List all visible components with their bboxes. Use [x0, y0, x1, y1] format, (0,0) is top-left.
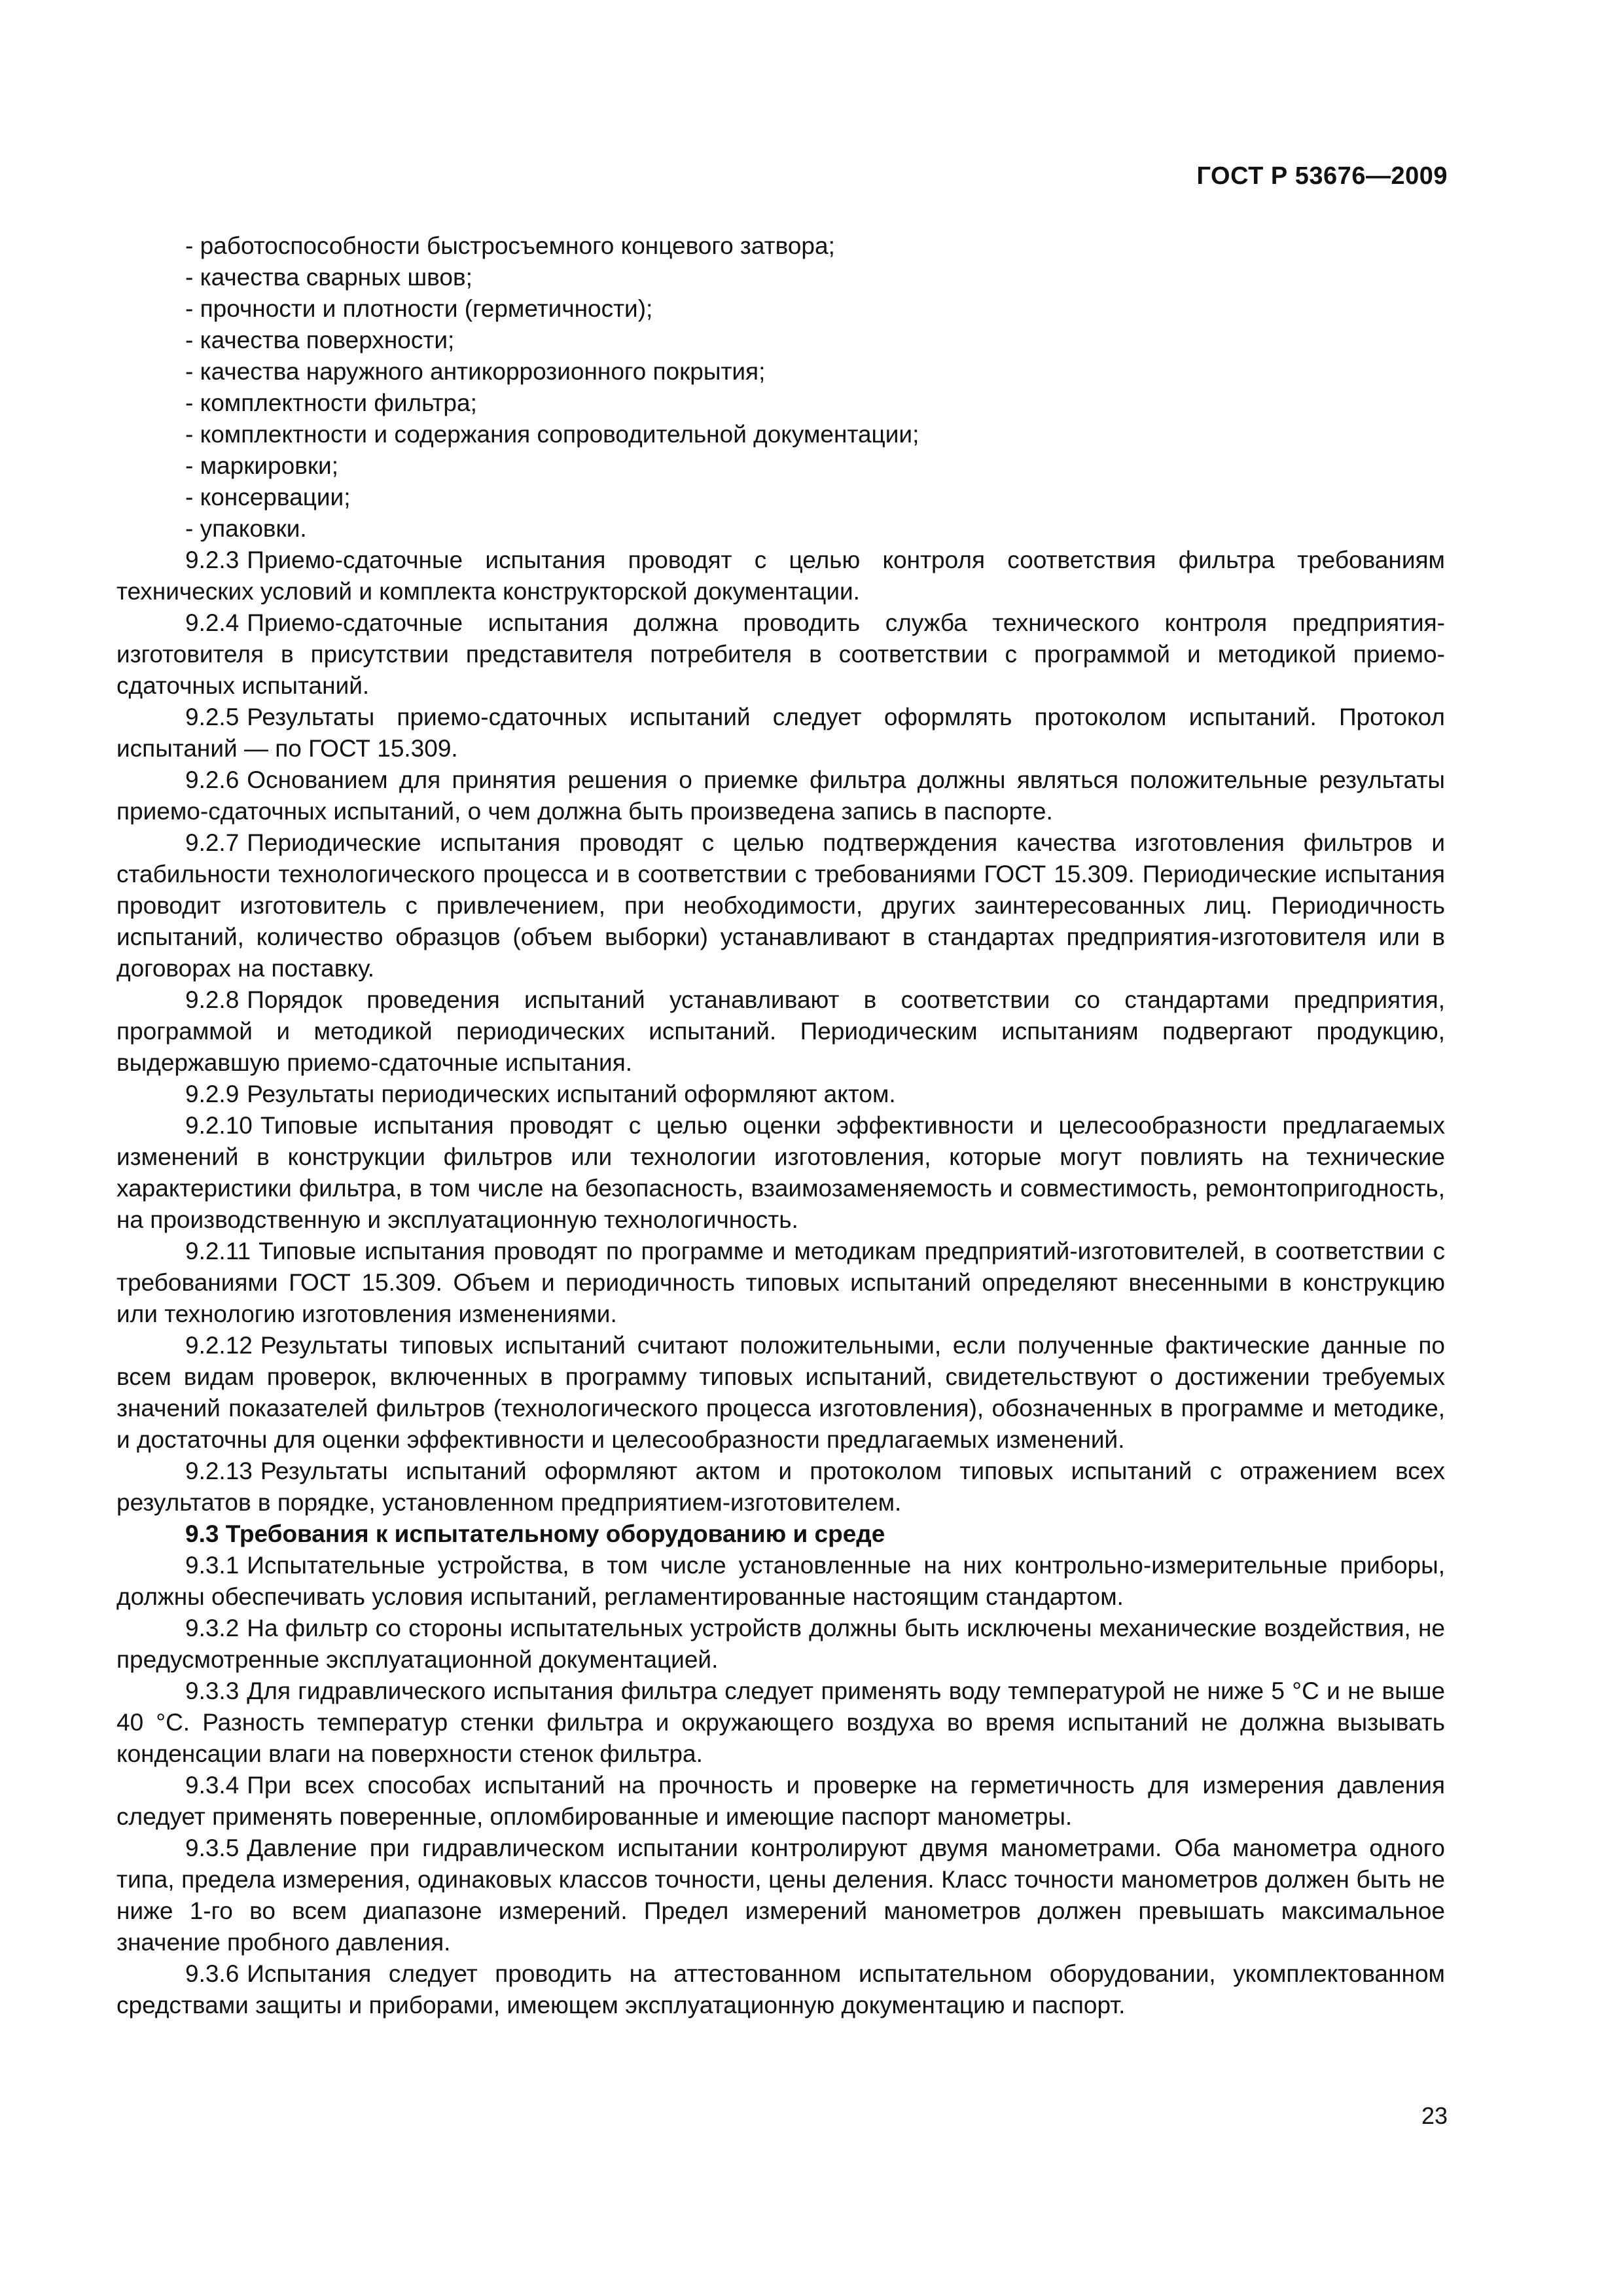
paragraph-number: 9.2.7: [185, 829, 240, 856]
list-item: - комплектности и содержания сопроводительной документации;: [185, 421, 919, 448]
paragraph-9-3-2: [116, 1613, 1445, 1676]
paragraph-text: При всех способах испытаний на прочность и проверке на герметичность для измерения давления следует применять поверенные, опломбированные и имеющие паспорт манометры.: [116, 1772, 1445, 1830]
paragraph-9-2-9: [116, 1079, 1445, 1110]
paragraph-number: 9.2.4: [185, 609, 240, 636]
paragraph-text: Результаты приемо-сдаточных испытаний следует оформлять протоколом испытаний. Протокол испытаний — по ГОСТ 15.309.: [116, 704, 1445, 762]
paragraph-number: 9.2.10: [185, 1112, 253, 1139]
paragraph-number: 9.3.3: [185, 1677, 240, 1704]
paragraph-9-3-4: [116, 1770, 1445, 1833]
paragraph-9-3-1: [116, 1550, 1445, 1613]
paragraph-9-3-3: [116, 1676, 1445, 1770]
paragraph-number: 9.3.5: [185, 1835, 240, 1861]
paragraph-9-2-5: [116, 702, 1445, 764]
paragraph-9-2-11: [116, 1236, 1445, 1330]
paragraph-text: Приемо-сдаточные испытания должна проводить служба технического контроля предприятия-изготовителя в присутствии представителя потребителя в соответствии с программой и методикой приемо-сдаточных испытаний.: [116, 609, 1445, 699]
paragraph-9-3-6: [116, 1958, 1445, 2021]
paragraph-number: 9.2.9: [185, 1081, 240, 1107]
paragraph-text: Периодические испытания проводят с целью подтверждения качества изготовления фильтров и стабильности технологического процесса и в соответствии с требованиями ГОСТ 15.309. Периодические испытания проводит изготовитель с привлечением, при необходимости, других заинтересованных лиц. Периодичность испытаний, количество образцов (объем выборки) устанавливают в стандартах предприятия-изготовителя или в договорах на поставку.: [116, 829, 1445, 982]
paragraph-number: 9.2.8: [185, 986, 240, 1013]
paragraph-9-2-10: [116, 1110, 1445, 1236]
paragraph-text: Порядок проведения испытаний устанавливают в соответствии со стандартами предприятия, программой и методикой периодических испытаний. Периодическим испытаниям подвергают продукцию, выдержавшую приемо-сдаточные испытания.: [116, 986, 1445, 1076]
paragraph-number: 9.3.6: [185, 1960, 240, 1987]
check-list: [116, 230, 1445, 545]
paragraph-text: Основанием для принятия решения о приемке фильтра должны являться положительные результаты приемо-сдаточных испытаний, о чем должна быть произведена запись в паспорте.: [116, 766, 1445, 825]
list-item: - упаковки.: [185, 515, 307, 542]
paragraph-number: 9.2.5: [185, 704, 240, 730]
paragraph-text: Результаты испытаний оформляют актом и протоколом типовых испытаний с отражением всех результатов в порядке, установленном предприятием-изготовителем.: [116, 1458, 1445, 1516]
paragraph-text: Результаты периодических испытаний оформляют актом.: [247, 1081, 896, 1107]
list-item: - качества поверхности;: [185, 327, 455, 353]
list-item: - консервации;: [185, 484, 351, 511]
paragraph-number: 9.2.3: [185, 547, 240, 573]
paragraph-text: Типовые испытания проводят по программе и методикам предприятий-изготовителей, в соответствии с требованиями ГОСТ 15.309. Объем и периодичность типовых испытаний определяют внесенными в конструкцию или технологию изготовления изменениями.: [116, 1238, 1445, 1327]
paragraph-number: 9.2.11: [185, 1238, 251, 1265]
paragraph-number: 9.3.4: [185, 1772, 240, 1799]
list-item: - комплектности фильтра;: [185, 389, 477, 416]
list-item: - прочности и плотности (герметичности);: [185, 295, 653, 322]
paragraph-text: Давление при гидравлическом испытании контролируют двумя манометрами. Оба манометра одного типа, предела измерения, одинаковых классов точности, цены деления. Класс точности манометров должен быть не ниже 1-го во всем диапазоне измерений. Предел измерений манометров должен превышать максимальное значение пробного давления.: [116, 1835, 1445, 1956]
paragraph-text: Типовые испытания проводят с целью оценки эффективности и целесообразности предлагаемых изменений в конструкции фильтров или технологии изготовления, которые могут повлиять на технические характеристики фильтра, в том числе на безопасность, взаимозаменяемость и совместимость, ремонтопригодность, на производственную и эксплуатационную технологичность.: [116, 1112, 1445, 1233]
paragraph-9-2-13: [116, 1456, 1445, 1518]
paragraph-text: На фильтр со стороны испытательных устройств должны быть исключены механические воздействия, не предусмотренные эксплуатационной документацией.: [116, 1615, 1445, 1673]
list-item: - качества наружного антикоррозионного покрытия;: [185, 358, 766, 385]
paragraph-text: Испытательные устройства, в том числе установленные на них контрольно-измерительные приборы, должны обеспечивать условия испытаний, регламентированные настоящим стандартом.: [116, 1552, 1445, 1610]
paragraph-text: Приемо-сдаточные испытания проводят с целью контроля соответствия фильтра требованиям технических условий и комплекта конструкторской документации.: [116, 547, 1445, 605]
list-item: - работоспособности быстросъемного концевого затвора;: [185, 232, 835, 259]
page-number: 23: [1421, 2102, 1448, 2129]
list-item: - качества сварных швов;: [185, 264, 473, 291]
paragraph-9-3-5: [116, 1833, 1445, 1958]
paragraph-9-2-12: [116, 1330, 1445, 1456]
paragraph-text: Для гидравлического испытания фильтра следует применять воду температурой не ниже 5 °С и не выше 40 °С. Разность температур стенки фильтра и окружающего воздуха во время испытаний не должна вызывать конденсации влаги на поверхности стенок фильтра.: [116, 1677, 1445, 1767]
paragraph-number: 9.2.13: [185, 1458, 253, 1484]
paragraph-9-2-8: [116, 984, 1445, 1079]
paragraph-9-2-3: [116, 545, 1445, 607]
paragraph-9-2-7: [116, 827, 1445, 984]
paragraph-9-2-4: [116, 607, 1445, 702]
paragraph-text: Результаты типовых испытаний считают положительными, если полученные фактические данные по всем видам проверок, включенных в программу типовых испытаний, свидетельствуют о достижении требуемых значений показателей фильтров (технологического процесса изготовления), обозначенных в программе и методике, и достаточны для оценки эффективности и целесообразности предлагаемых изменений.: [116, 1332, 1445, 1453]
paragraph-number: 9.2.12: [185, 1332, 253, 1359]
document-id-header: ГОСТ Р 53676—2009: [1196, 162, 1448, 190]
paragraph-number: 9.3.2: [185, 1615, 240, 1641]
paragraph-number: 9.3.1: [185, 1552, 240, 1579]
section-heading-9-3: 9.3 Требования к испытательному оборудованию и среде: [185, 1520, 885, 1547]
paragraph-number: 9.2.6: [185, 766, 240, 793]
paragraph-9-2-6: [116, 764, 1445, 827]
document-body: [116, 230, 1445, 2021]
paragraph-text: Испытания следует проводить на аттестованном испытательном оборудовании, укомплектованном средствами защиты и приборами, имеющем эксплуатационную документацию и паспорт.: [116, 1960, 1445, 2018]
list-item: - маркировки;: [185, 452, 338, 479]
